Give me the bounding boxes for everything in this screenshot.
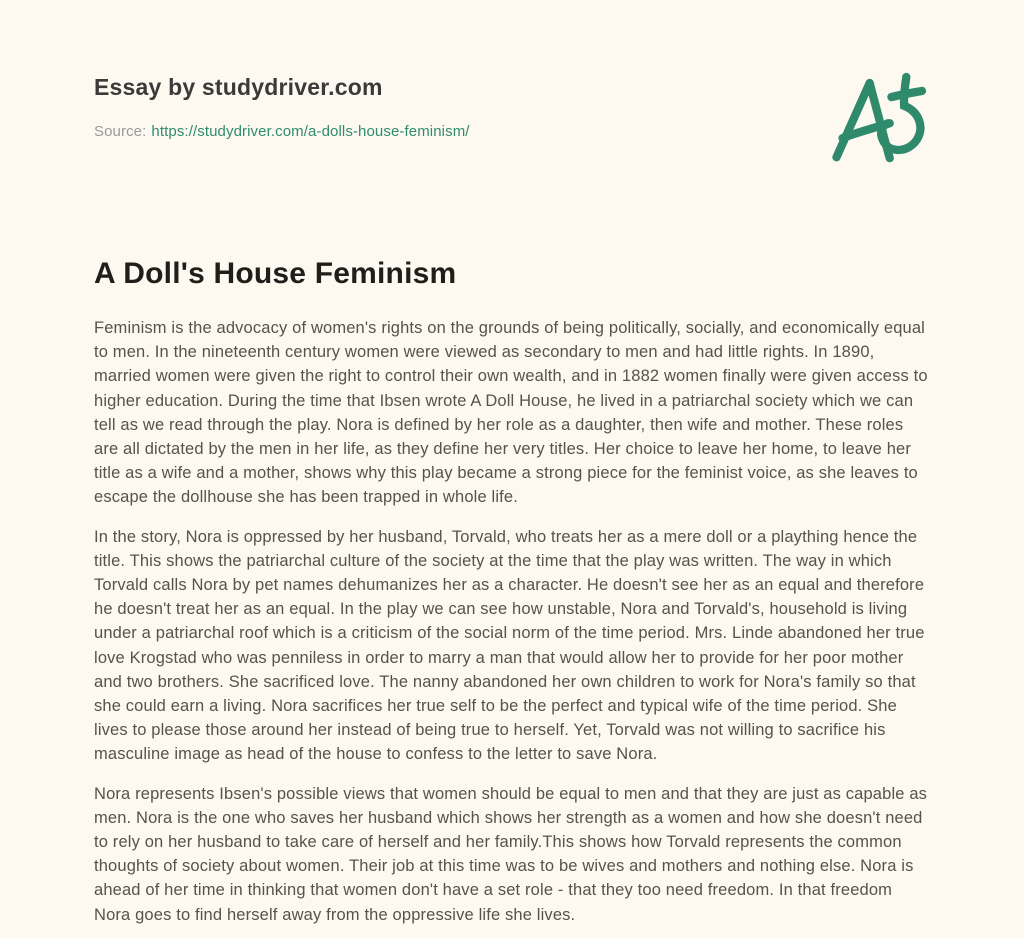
source-link[interactable]: https://studydriver.com/a-dolls-house-feminism/ bbox=[151, 123, 470, 140]
essay-paragraph-3: Nora represents Ibsen's possible views that women should be equal to men and that they are just as capable as men. Nora is the one who saves her husband which shows her strength as a women and how she doesn't need to rely on her husband to take care of herself and her family.This shows how Torvald represents the common thoughts of society about women. Their job at this time was to be wives and mothers and nothing else. Nora is ahead of her time in thinking that women don't have a set role - that they too need freedom. In that freedom Nora goes to find herself away from the oppressive life she lives. bbox=[94, 784, 928, 924]
essay-title: A Doll's House Feminism bbox=[94, 257, 457, 290]
site-title: Essay by studydriver.com bbox=[94, 74, 383, 100]
page-header bbox=[94, 70, 930, 166]
header-text-block bbox=[94, 70, 470, 140]
a-plus-logo-icon bbox=[818, 70, 930, 166]
essay-paragraph-1: Feminism is the advocacy of women's rights on the grounds of being politically, socially, and economically equal to men. In the nineteenth century women were viewed as secondary to men and had little rights. In 1890, married women were given the right to control their own wealth, and in 1882 women finally were given access to higher education. During the time that Ibsen wrote A Doll House, he lived in a patriarchal society which we can tell as we read through the play. Nora is defined by her role as a daughter, then wife and mother. These roles are all dictated by the men in her life, as they define her very titles. Her choice to leave her home, to leave her title as a wife and a mother, shows why this play became a strong piece for the feminist voice, as she leaves to escape the dollhouse she has been trapped in whole life. bbox=[94, 319, 928, 507]
essay-paragraph-2: In the story, Nora is oppressed by her husband, Torvald, who treats her as a mere doll or a plaything hence the title. This shows the patriarchal culture of the society at the time that the play was written. The way in which Torvald calls Nora by pet names dehumanizes her as a character. He doesn't see her as an equal and therefore he doesn't treat her as an equal. In the play we can see how unstable, Nora and Torvald's, household is living under a patriarchal roof which is a criticism of the social norm of the time period. Mrs. Linde abandoned her true love Krogstad who was penniless in order to marry a man that would allow her to provide for her poor mother and two brothers. She sacrificed love. The nanny abandoned her own children to work for Nora's family so that she could earn a living. Nora sacrifices her true self to be the perfect and typical wife of the time period. She lives to please those around her instead of being true to herself. Yet, Torvald was not willing to sacrifice his masculine image as head of the house to confess to the letter to save Nora. bbox=[94, 527, 925, 764]
source-line bbox=[94, 123, 470, 140]
essay-content bbox=[94, 256, 930, 927]
essay-page bbox=[94, 0, 930, 927]
source-label: Source: bbox=[94, 123, 147, 140]
